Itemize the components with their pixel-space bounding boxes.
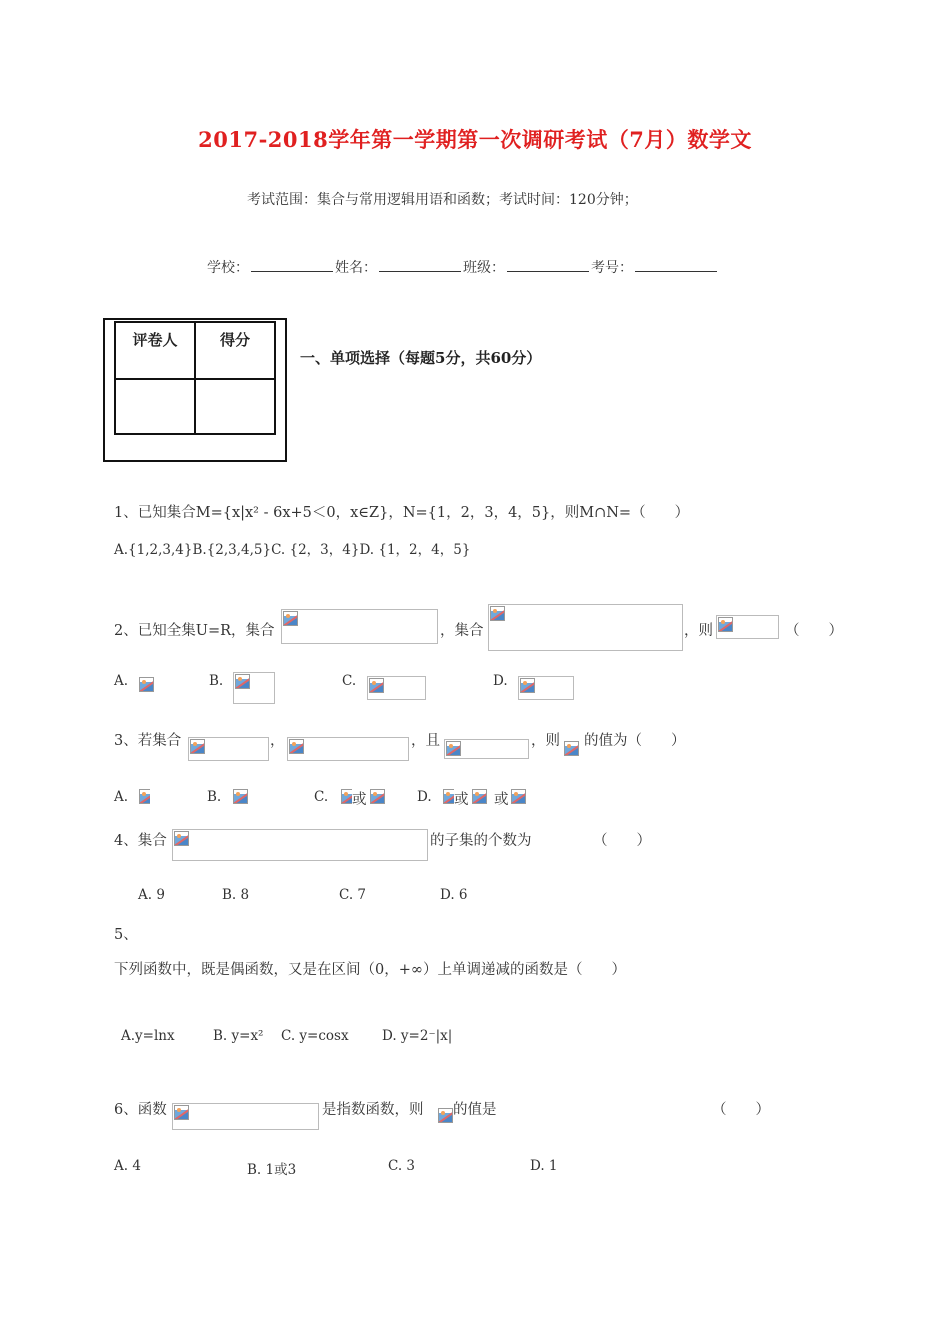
broken-image-icon (369, 788, 387, 806)
page-title: 2017-2018学年第一学期第一次调研考试（7月）数学文 (198, 127, 752, 152)
section-heading: 一、单项选择（每题5分，共60分） (300, 349, 542, 367)
broken-image-icon (510, 788, 528, 806)
or-text: 或 (494, 792, 509, 808)
option-d: D. 1 (530, 1158, 558, 1174)
option-a: A. 4 (114, 1158, 141, 1174)
formula-image (281, 609, 438, 644)
school-label: 学校： (207, 260, 249, 276)
formula-image (444, 739, 529, 759)
student-info-fields (207, 257, 719, 277)
broken-image-icon (173, 1104, 191, 1122)
question-6-prefix: 6、函数 (114, 1102, 167, 1118)
exam-info: 考试范围：集合与常用逻辑用语和函数；考试时间：120分钟； (247, 192, 638, 208)
name-label: 姓名： (335, 260, 377, 276)
option-c-label: C. (314, 789, 329, 805)
option-b: B. 1或3 (247, 1162, 297, 1178)
class-blank[interactable] (507, 257, 589, 272)
formula-image (510, 788, 528, 808)
broken-image-icon (138, 676, 156, 694)
option-d-label: D. (417, 789, 432, 805)
option-c: C. y=cosx (281, 1028, 349, 1044)
number-label: 考号： (591, 260, 633, 276)
reviewer-cell[interactable] (115, 379, 195, 434)
broken-image-icon (717, 616, 735, 634)
formula-image (138, 676, 160, 698)
formula-image (471, 788, 493, 808)
question-4-prefix: 4、集合 (114, 833, 167, 849)
question-6-mid: 是指数函数，则 (322, 1102, 424, 1118)
option-a-label: A. (114, 673, 129, 689)
broken-image-icon (173, 830, 191, 848)
formula-image (518, 676, 574, 700)
broken-image-icon (442, 788, 454, 806)
question-2-prefix: 2、已知全集U=R，集合 (114, 623, 275, 639)
formula-image (232, 788, 256, 808)
broken-image-icon (445, 740, 463, 758)
formula-image (442, 788, 454, 808)
broken-image-icon (368, 677, 386, 695)
name-blank[interactable] (379, 257, 461, 272)
option-b-label: B. (209, 673, 224, 689)
question-4-tail: 的子集的个数为 (430, 833, 532, 849)
formula-image (138, 788, 150, 808)
question-2-paren: （ ） (785, 623, 843, 639)
score-table (114, 321, 276, 435)
number-blank[interactable] (635, 257, 717, 272)
formula-image (188, 737, 269, 761)
formula-image (367, 676, 426, 700)
formula-image (172, 829, 428, 861)
question-3-tail: 的值为（ ） (584, 733, 686, 749)
broken-image-icon (232, 788, 250, 806)
or-text: 或 (352, 792, 367, 808)
option-a: A.y=lnx (121, 1028, 175, 1044)
broken-image-icon (138, 788, 150, 806)
question-2-mid: ，集合 (440, 623, 484, 639)
question-6-tail: 的值是 (453, 1102, 497, 1118)
option-d: D. 6 (440, 887, 468, 903)
option-c: C. 7 (339, 887, 367, 903)
broken-image-icon (489, 605, 507, 623)
class-label: 班级： (463, 260, 505, 276)
option-b-label: B. (207, 789, 222, 805)
score-cell[interactable] (195, 379, 275, 434)
formula-image (716, 615, 779, 639)
broken-image-icon (563, 740, 581, 758)
option-a-label: A. (114, 789, 129, 805)
question-1-stem: 1、已知集合M={x|x² - 6x+5＜0，x∈Z}，N={1，2，3，4，5}，则M∩N=（ ） (114, 505, 690, 521)
formula-image (340, 788, 352, 808)
option-c-label: C. (342, 673, 357, 689)
formula-image (369, 788, 391, 808)
formula-image (488, 604, 683, 651)
formula-image (287, 737, 409, 761)
broken-image-icon (282, 610, 300, 628)
formula-image (233, 672, 275, 704)
formula-image (172, 1103, 319, 1130)
formula-image (563, 740, 583, 760)
question-5-number: 5、 (114, 927, 138, 943)
school-blank[interactable] (251, 257, 333, 272)
broken-image-icon (288, 738, 306, 756)
question-4-paren: （ ） (593, 833, 651, 849)
broken-image-icon (234, 673, 252, 691)
option-b: B. 8 (222, 887, 250, 903)
broken-image-icon (340, 788, 352, 806)
or-text: 或 (454, 792, 469, 808)
option-d: D. y=2⁻|x| (382, 1028, 453, 1044)
option-b: B. y=x² (213, 1028, 264, 1044)
option-d-label: D. (493, 673, 508, 689)
question-3-comma: ， (270, 733, 285, 749)
option-c: C. 3 (388, 1158, 416, 1174)
question-1-options: A.{1,2,3,4}B.{2,3,4,5}C. {2，3，4}D. {1，2，4，5} (114, 542, 471, 558)
question-3-prefix: 3、若集合 (114, 733, 182, 749)
reviewer-header: 评卷人 (115, 322, 195, 379)
question-5-stem: 下列函数中，既是偶函数，又是在区间（0，+∞）上单调递减的函数是（ ） (114, 962, 626, 978)
broken-image-icon (189, 738, 207, 756)
question-6-paren: （ ） (712, 1102, 770, 1118)
score-header: 得分 (195, 322, 275, 379)
broken-image-icon (519, 677, 537, 695)
broken-image-icon (471, 788, 489, 806)
question-2-then: ，则 (684, 623, 713, 639)
option-a: A. 9 (138, 887, 165, 903)
question-3-and: ，且 (411, 733, 440, 749)
question-3-then: ，则 (531, 733, 560, 749)
